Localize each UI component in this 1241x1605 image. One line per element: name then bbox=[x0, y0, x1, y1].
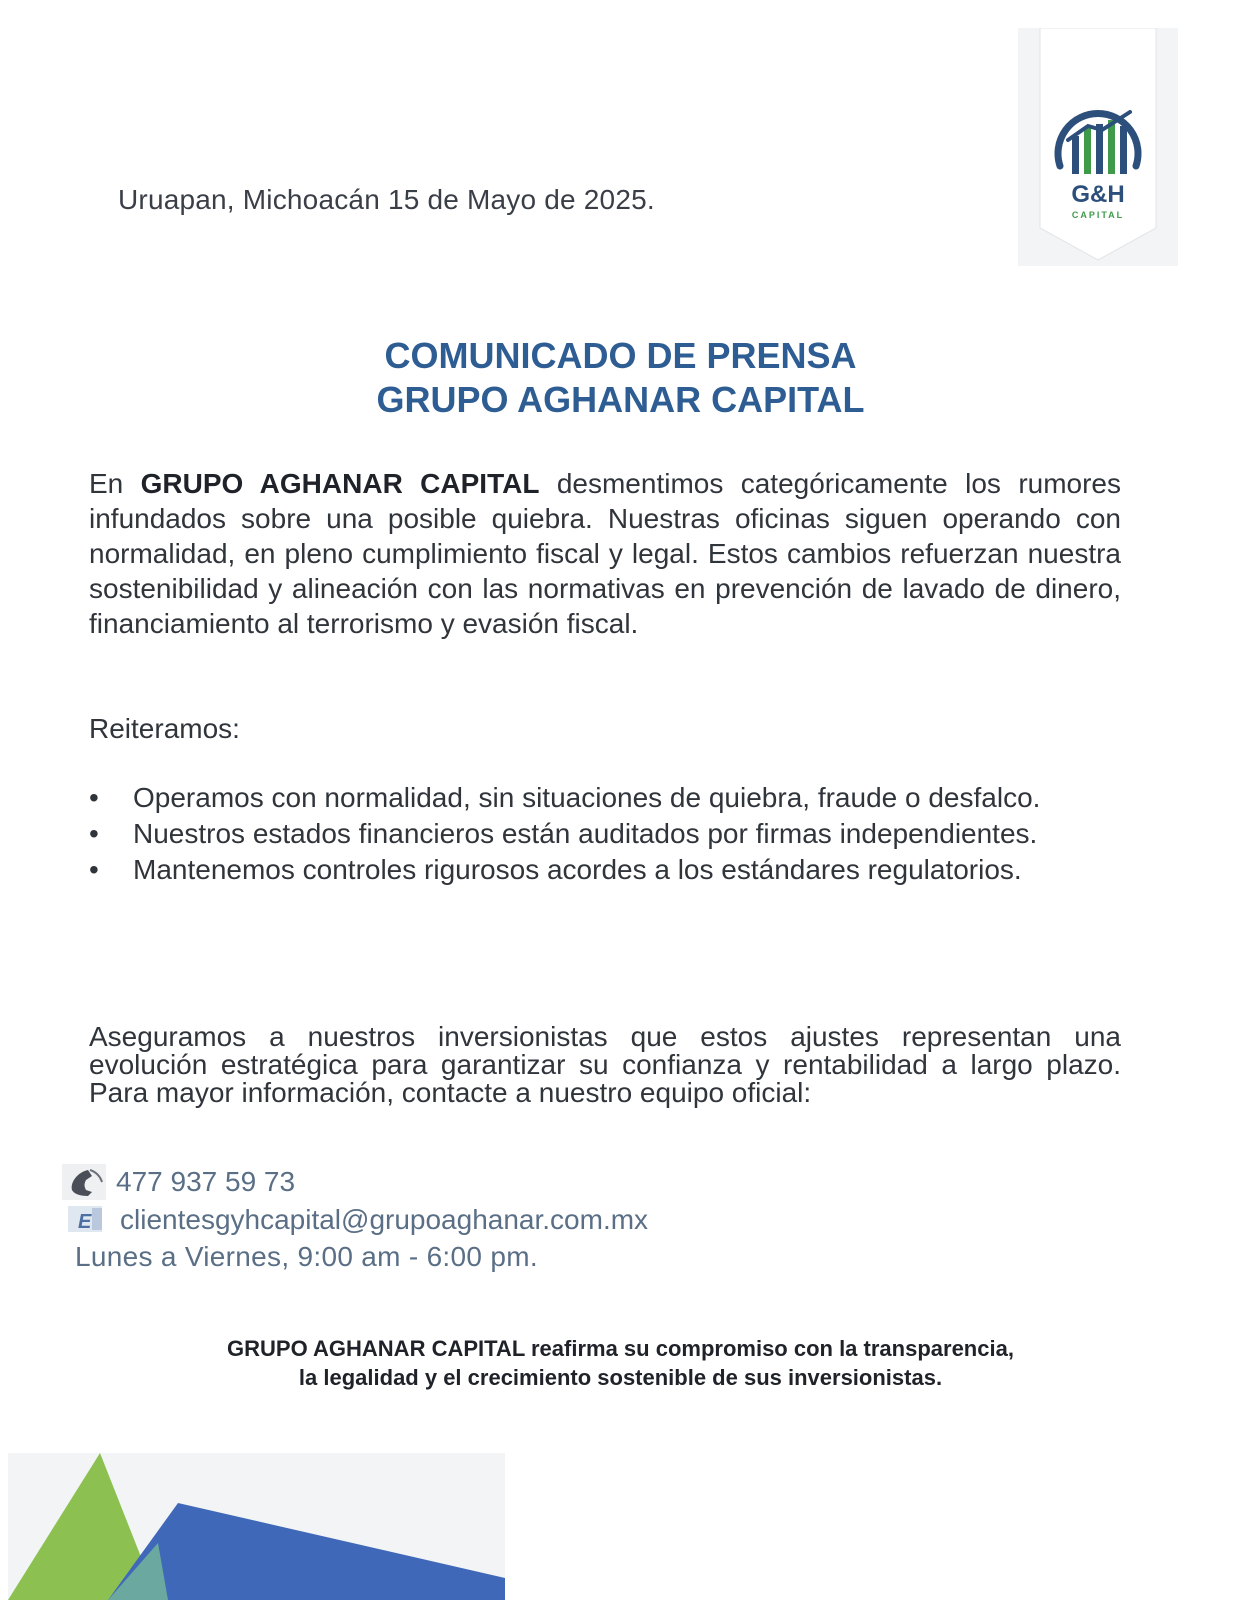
intro-company: GRUPO AGHANAR CAPITAL bbox=[140, 468, 540, 499]
phone-row bbox=[62, 1164, 295, 1200]
bullet-icon: • bbox=[89, 854, 99, 885]
list-item bbox=[89, 852, 1121, 887]
reiteramos-label: Reiteramos: bbox=[89, 713, 240, 744]
email-row bbox=[66, 1202, 648, 1238]
intro-paragraph bbox=[89, 466, 1121, 641]
list-item bbox=[89, 780, 1121, 815]
svg-text:E: E bbox=[78, 1211, 92, 1233]
gh-capital-logo-icon bbox=[1018, 28, 1178, 266]
email-link[interactable]: clientesgyhcapital@grupoaghanar.com.mx bbox=[120, 1204, 649, 1235]
bullet-list bbox=[89, 780, 1121, 888]
footer-company: GRUPO AGHANAR CAPITAL bbox=[227, 1336, 525, 1361]
footer-statement bbox=[0, 1334, 1241, 1392]
bullet-icon: • bbox=[89, 818, 99, 849]
title-line-2: GRUPO AGHANAR CAPITAL bbox=[376, 379, 865, 420]
bullet-text: Operamos con normalidad, sin situaciones de quiebra, fraude o desfalco. bbox=[133, 782, 1041, 813]
footer-line-1-text: reafirma su compromiso con la transparencia, bbox=[524, 1336, 1014, 1361]
page-title bbox=[0, 334, 1241, 422]
office-hours: Lunes a Viernes, 9:00 am - 6:00 pm. bbox=[75, 1241, 538, 1272]
logo-mark: G&H bbox=[1071, 181, 1125, 208]
intro-text: desmentimos categóricamente los rumores infundados sobre una posible quiebra. Nuestras oficinas siguen operando con normalidad, en pleno cumplimiento fiscal y legal. Estos cambios refuerzan nuestra sostenibilidad y alineación con las normativas en prevención de lavado de dinero, financiamiento al terrorismo y evasión fiscal. bbox=[89, 468, 1122, 639]
email-icon bbox=[66, 1202, 110, 1238]
phone-icon bbox=[62, 1164, 106, 1200]
bullet-text: Nuestros estados financieros están auditados por firmas independientes. bbox=[133, 818, 1038, 849]
bullet-text: Mantenemos controles rigurosos acordes a los estándares regulatorios. bbox=[133, 854, 1022, 885]
logo-sub: CAPITAL bbox=[1071, 210, 1125, 220]
footer-line-1 bbox=[0, 1334, 1241, 1363]
title-line-1: COMUNICADO DE PRENSA bbox=[384, 335, 857, 376]
company-logo bbox=[1018, 28, 1178, 266]
intro-prefix: En bbox=[89, 468, 141, 499]
decorative-triangles bbox=[8, 1453, 505, 1605]
list-item bbox=[89, 816, 1121, 851]
bullet-icon: • bbox=[89, 782, 99, 813]
dateline: Uruapan, Michoacán 15 de Mayo de 2025. bbox=[118, 184, 655, 215]
closing-paragraph: Aseguramos a nuestros inversionistas que estos ajustes representan una evolución estratégica para garantizar su confianza y rentabilidad a largo plazo. Para mayor información, contacte a nuestro equipo oficial: bbox=[89, 1021, 1121, 1108]
phone-number[interactable]: 477 937 59 73 bbox=[116, 1166, 296, 1197]
footer-line-2: la legalidad y el crecimiento sostenible de sus inversionistas. bbox=[298, 1365, 943, 1390]
